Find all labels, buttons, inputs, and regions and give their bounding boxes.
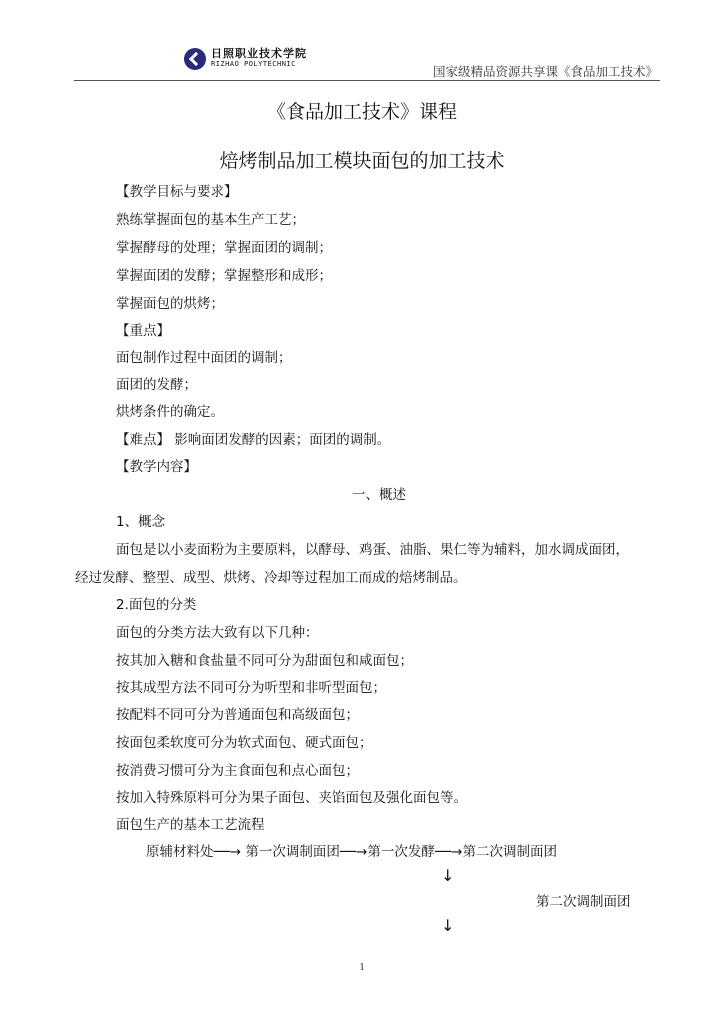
down-arrow-icon: ↓ (441, 916, 455, 935)
classification-item: 按消费习惯可分为主食面包和点心面包； (116, 763, 359, 779)
classification-item: 按面包柔软度可分为软式面包、硬式面包； (116, 735, 373, 751)
objective-item: 熟练掌握面包的基本生产工艺； (116, 212, 305, 228)
key-point-item: 烘烤条件的确定。 (116, 404, 224, 420)
doc-title: 《食品加工技术》课程 (266, 101, 457, 123)
classification-item: 按配料不同可分为普通面包和高级面包； (116, 707, 359, 723)
flow-line: 原辅材料处──→ 第一次调制面团──→第一次发酵──→第二次调制面团 (146, 844, 557, 860)
objective-item: 掌握酵母的处理；掌握面团的调制； (116, 240, 332, 256)
classification-heading: 2.面包的分类 (116, 597, 197, 613)
classification-item: 按加入特殊原料可分为果子面包、夹馅面包及强化面包等。 (116, 790, 467, 806)
logo-cn: 日照职业技术学院 (211, 47, 307, 60)
school-logo (184, 48, 307, 70)
objective-item: 掌握面团的发酵；掌握整形和成形； (116, 268, 332, 284)
flow-step: 第二次调制面团 (536, 894, 631, 910)
objective-item: 掌握面包的烘烤； (116, 296, 224, 312)
classification-item: 按其加入糖和食盐量不同可分为甜面包和咸面包； (116, 653, 413, 669)
concept-paragraph: 经过发酵、整型、成型、烘烤、冷却等过程加工而成的焙烤制品。 (75, 570, 467, 586)
flow-heading: 面包生产的基本工艺流程 (116, 817, 265, 833)
doc-subtitle: 焙烤制品加工模块面包的加工技术 (219, 150, 505, 172)
classification-item: 面包的分类方法大致有以下几种： (116, 625, 319, 641)
key-point-item: 面团的发酵； (116, 377, 197, 393)
key-point-item: 面包制作过程中面团的调制； (116, 350, 292, 366)
header-course: 国家级精品资源共享课《食品加工技术》 (432, 64, 658, 79)
down-arrow-icon: ↓ (441, 866, 455, 885)
classification-item: 按其成型方法不同可分为听型和非听型面包； (116, 680, 386, 696)
logo-en: RIZHAO POLYTECHNIC (211, 60, 296, 68)
concept-paragraph: 面包是以小麦面粉为主要原料，以酵母、鸡蛋、油脂、果仁等为辅料，加水调成面团， (116, 542, 629, 558)
section-heading: 一、概述 (352, 487, 406, 503)
content-heading: 【教学内容】 (116, 459, 197, 475)
header-divider (74, 80, 660, 81)
objectives-heading: 【教学目标与要求】 (116, 184, 238, 200)
key-points-heading: 【重点】 (116, 323, 170, 339)
concept-heading: 1、概念 (116, 514, 166, 530)
school-emblem-icon (184, 48, 206, 70)
difficulty: 【难点】 影响面团发酵的因素；面团的调制。 (116, 432, 391, 448)
page-number: 1 (359, 962, 365, 973)
